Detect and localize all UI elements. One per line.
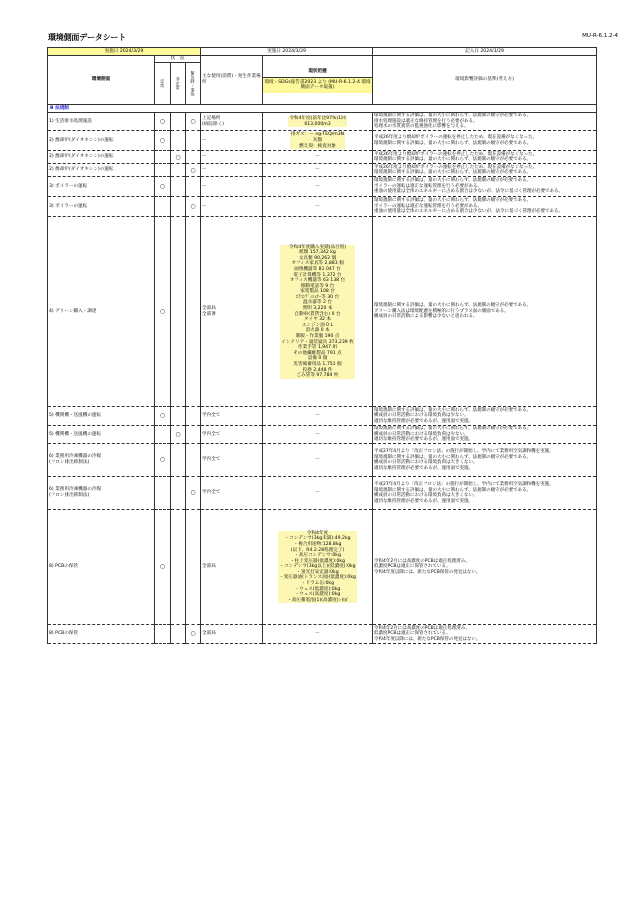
status-emergency-header: 緊急時・事故 <box>186 63 201 105</box>
current-cell: ー <box>263 177 373 197</box>
place-cell: ー <box>201 177 263 197</box>
place-cell: 学内全て <box>201 407 263 425</box>
status-normal-mark: ○ <box>155 131 171 151</box>
aspect-header: 環境側面 <box>48 55 155 105</box>
impact-cell: 平成27年4月より「改正フロン法」の施行が開始し、学内にて業務用空気調和機を実施。 環境規制に関する評価は、量の大小に関わらず、法規制の順守が必要である。 構成員の日常活動における環境負荷は大きくない。 適切な維持管理が必要であるが、運用面で実施。 <box>373 444 597 477</box>
table-row <box>48 197 597 217</box>
status-emergency-mark <box>186 151 201 164</box>
table-row <box>48 131 597 151</box>
impact-cell: 環境規制に関する評価は、量の大小に関わらず、法規制の順守が必要である。 ボイラーの運転は適正な運転管理を行う必要がある。 重油の使用量は全体のエネルギーに占める割合は少ないが、法令に基づく管理が必要である。 <box>373 197 597 217</box>
aspect-cell: 6) 業務用冷凍機器の冷媒 (フロン排出抑制法) <box>48 477 155 510</box>
status-header: 状 況 <box>155 55 201 63</box>
place-cell: 全部局 全部署 <box>201 217 263 407</box>
status-normal-mark: ○ <box>155 510 171 625</box>
current-header: 現状把握 環境・SDGs報告書2023 より (MU-R-6.1.2-4 環境側面データ取扱) <box>263 55 373 105</box>
table-row <box>48 177 597 197</box>
status-emergency-mark <box>186 407 201 425</box>
current-cell: ー <box>263 625 373 643</box>
status-abnormal-mark <box>171 197 186 217</box>
impact-cell: 平成26年度より焼却炉ボイラーの運転を停止したため、現在設備がなくなった。 環境規制に関する評価は、量の大小に関わらず、法規制の順守が必要である。 <box>373 151 597 164</box>
impact-cell: 環境規制に関する評価は、量の大小に関わらず、法規制の順守が必要である。 排水処理施設は適正な維持管理を行う必要がある。 処理水の水質異常の監視強化に影響を与える。 <box>373 112 597 130</box>
status-emergency-mark <box>186 177 201 197</box>
status-abnormal-mark <box>171 112 186 130</box>
status-abnormal-mark: ○ <box>171 425 186 443</box>
status-normal-mark: ○ <box>155 112 171 130</box>
table-row <box>48 510 597 625</box>
impact-cell: 環境規制に関する評価は、量の大小に関わらず、法規制の順守が必要である。 構成員の日常活動における環境負荷は少ない。 適切な維持管理が必要であるが、運用面で実施。 <box>373 425 597 443</box>
impact-cell: 環境規制に関する評価は、量の大小に関わらず、法規制の順守が必要である。 ボイラーの運転は適正な運転管理を行う必要がある。 重油の使用量は全体のエネルギーに占める割合は少ないが、法令に基づく管理が必要である。 <box>373 177 597 197</box>
table-row <box>48 477 597 510</box>
place-cell: 全部局 <box>201 625 263 643</box>
impact-header: 環境影響評価の基準(考え方) <box>373 55 597 105</box>
status-normal-mark: ○ <box>155 444 171 477</box>
table-row <box>48 625 597 643</box>
current-cell: 令和4年度購入実績(品目別) 紙類 157,342 kg 文具類 90,262 個 オフィス家具等 2,883 個 画像機器等 81 047 台 電子計算機等 1,372 台 オフィス機器等 63 138 台 移動電話等 9 台 家電製品 108 台 ｴｱｺﾝﾃﾞｨｼｮﾅｰ等 30 台 温水器等 2 台 照明 3,220 本 自動車(賃貸含む) 0 台 タイヤ 32 本 エンジン油 0 L 消火器 0 本 制服・作業服 190 点 インテリア・寝装寝具 373,239 枚 作業手袋 1,947 組 その他繊維製品 791 点 設備 0 個 災害備蓄用品 1,751 個 役務 2,448 件 ごみ袋等 97,784 枚 <box>263 217 373 407</box>
status-normal-header: 定常 <box>155 63 171 105</box>
status-emergency-mark <box>186 217 201 407</box>
current-cell: ー <box>263 151 373 164</box>
aspect-cell: 1) 生活排水処理施設 <box>48 112 155 130</box>
place-cell: 学内全て <box>201 477 263 510</box>
aspect-cell: 8) PCBの保管 <box>48 625 155 643</box>
table-row <box>48 151 597 164</box>
aspect-cell: 3) ボイラーの運転 <box>48 197 155 217</box>
status-abnormal-mark <box>171 625 186 643</box>
impact-cell: 平成26年度より焼却炉ボイラーの運転を停止したため、現在設備がなくなった。 環境規制に関する評価は、量の大小に関わらず、法規制の順守が必要である。 <box>373 164 597 177</box>
aspect-cell: 5) 機関機・送風機の運転 <box>48 407 155 425</box>
current-cell: ー <box>263 407 373 425</box>
status-abnormal-mark <box>171 131 186 151</box>
impact-cell: 平成27年4月より「改正フロン法」の施行が開始し、学内にて業務用空気調和機を実施。 環境規制に関する評価は、量の大小に関わらず、法規制の順守が必要である。 構成員の日常活動における環境負荷は大きくない。 適切な維持管理が必要であるが、運用面で実施。 <box>373 477 597 510</box>
aspect-cell: 2) 焼却炉(ダイオキシン)の運転 <box>48 164 155 177</box>
impact-cell: 令和4年2月には高濃度のPCBは適正処理済み。 低濃度PCBは適正に保管されている。 令和4年度以降には、新たなPCB保管の発見はない。 <box>373 625 597 643</box>
status-abnormal-mark <box>171 477 186 510</box>
status-normal-mark: ○ <box>155 217 171 407</box>
status-emergency-mark: ○ <box>186 477 201 510</box>
status-emergency-mark <box>186 131 201 151</box>
status-emergency-mark <box>186 425 201 443</box>
impact-cell: 環境規制に関する評価は、量の大小に関わらず、法規制の順守が必要である。 グリーン購入法は環境配慮を積極的に行うプラス面の側面である。 構成員の日常活動による影響は少ないと思われる。 <box>373 217 597 407</box>
current-cell: ー <box>263 477 373 510</box>
status-normal-mark <box>155 477 171 510</box>
place-cell: ー <box>201 164 263 177</box>
place-cell: 全部局 <box>201 510 263 625</box>
status-emergency-mark: ○ <box>186 112 201 130</box>
table-row <box>48 217 597 407</box>
current-cell: ー <box>263 164 373 177</box>
current-cell: 排ガス：ー ng-TEQ/m3N 灰類 燃え殻：検査対象 <box>263 131 373 151</box>
page-title: 環境側面データシート <box>48 33 126 42</box>
section-label: B 法規制 <box>48 105 597 113</box>
status-normal-mark: ○ <box>155 177 171 197</box>
place-header: 主な使用(消費)・発生作業場所 <box>201 55 263 105</box>
status-abnormal-mark <box>171 510 186 625</box>
status-abnormal-mark <box>171 164 186 177</box>
status-emergency-mark <box>186 444 201 477</box>
status-emergency-mark: ○ <box>186 164 201 177</box>
status-normal-mark <box>155 164 171 177</box>
place-cell: 学内全て <box>201 444 263 477</box>
status-abnormal-mark: ○ <box>171 151 186 164</box>
aspect-cell: 2) 焼却炉(ダイオキシン)の運転 <box>48 151 155 164</box>
status-normal-mark <box>155 197 171 217</box>
current-cell: ー <box>263 444 373 477</box>
place-cell: 上記場所 (病院除く) <box>201 112 263 130</box>
aspect-cell: 6) 業務用冷凍機器の冷媒 (フロン排出抑制法) <box>48 444 155 477</box>
implementation-date: 実施日 2024/3/29 <box>201 48 373 56</box>
entry-date: 記入日 2024/3/29 <box>373 48 597 56</box>
status-abnormal-mark <box>171 217 186 407</box>
table-row <box>48 425 597 443</box>
status-abnormal-mark <box>171 444 186 477</box>
place-cell: ー <box>201 151 263 164</box>
current-cell: 令和4年度(前年比97%)1回 613,000m3 <box>263 112 373 130</box>
status-normal-mark <box>155 151 171 164</box>
aspect-table <box>47 47 597 644</box>
document-id: MU-R-6.1.2-4 <box>582 33 618 39</box>
current-cell: ー <box>263 197 373 217</box>
status-normal-mark: ○ <box>155 407 171 425</box>
aspect-cell: 2) 焼却炉(ダイオキシン)の運転 <box>48 131 155 151</box>
place-cell: ー <box>201 131 263 151</box>
aspect-cell: 3) ボイラーの運転 <box>48 177 155 197</box>
status-abnormal-mark <box>171 407 186 425</box>
status-emergency-mark: ○ <box>186 197 201 217</box>
table-row <box>48 164 597 177</box>
current-cell: 令和4年度 ・コンデンサ(3kg未満):49.2kg ・複合用途物:128.8kg (以下、R4.2.28処理完了) ・高圧コンデンサ:0kg ・柱上変圧器(低濃度):0kg ・コンデンサ(3kg以上)(低濃度):0kg ・蛍光灯安定器:0kg ・変圧器油(トランス油)(低濃度):0kg ・ドラム缶:0kg ・ウェス(低濃度):0kg ・ウェス(高濃度):0kg ・高圧蓄電池(1)(高濃度):-/㎡ <box>263 510 373 625</box>
survey-date: 実施日 2024/3/29 <box>48 48 201 56</box>
aspect-cell: 4) グリーン購入・調達 <box>48 217 155 407</box>
aspect-cell: 8) PCBの保管 <box>48 510 155 625</box>
impact-cell: 環境規制に関する評価は、量の大小に関わらず、法規制の順守が必要である。 構成員の日常活動における環境負荷は少ない。 適切な維持管理が必要であるが、運用面で実施。 <box>373 407 597 425</box>
place-cell: 学内全て <box>201 425 263 443</box>
aspect-cell: 5) 機関機・送風機の運転 <box>48 425 155 443</box>
status-emergency-mark <box>186 510 201 625</box>
status-emergency-mark: ○ <box>186 625 201 643</box>
status-normal-mark <box>155 625 171 643</box>
status-normal-mark <box>155 425 171 443</box>
impact-cell: 平成26年度より焼却炉ボイラーの運転を停止したため、現在設備がなくなった。 環境規制に関する評価は、量の大小に関わらず、法規制の順守が必要である。 <box>373 131 597 151</box>
table-row <box>48 407 597 425</box>
table-row <box>48 444 597 477</box>
impact-cell: 令和4年2月には高濃度のPCBは適正処理済み。 低濃度PCBは適正に保管されている。 令和4年度以降には、新たなPCB保管の発見はない。 <box>373 510 597 625</box>
place-cell: ー <box>201 197 263 217</box>
current-cell: ー <box>263 425 373 443</box>
table-row <box>48 112 597 130</box>
status-abnormal-mark <box>171 177 186 197</box>
status-abnormal-header: 非定常 <box>171 63 186 105</box>
